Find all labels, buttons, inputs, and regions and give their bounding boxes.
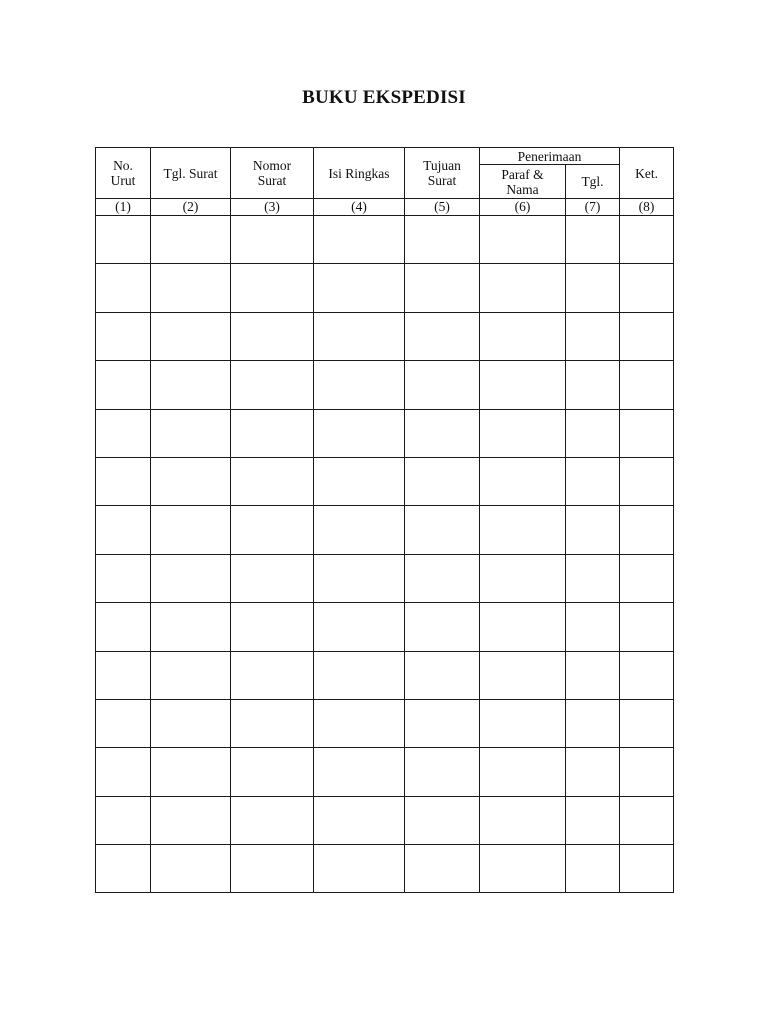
- table-cell: [480, 699, 566, 747]
- table-cell: [620, 796, 674, 844]
- table-cell: [314, 796, 405, 844]
- table-cell: [620, 699, 674, 747]
- table-cell: [566, 554, 620, 602]
- table-cell: [480, 796, 566, 844]
- table-cell: [96, 361, 151, 409]
- table-cell: [480, 361, 566, 409]
- table-cell: [96, 796, 151, 844]
- table-cell: [151, 264, 231, 312]
- table-cell: [231, 554, 314, 602]
- table-cell: [405, 457, 480, 505]
- header-no-urut-line1: No.: [113, 158, 133, 173]
- column-number: (6): [480, 199, 566, 216]
- column-number: (1): [96, 199, 151, 216]
- table-cell: [566, 361, 620, 409]
- table-cell: [620, 651, 674, 699]
- table-cell: [96, 651, 151, 699]
- column-number: (5): [405, 199, 480, 216]
- header-no-urut: [96, 148, 151, 199]
- table-cell: [480, 409, 566, 457]
- table-cell: [314, 409, 405, 457]
- table-cell: [151, 603, 231, 651]
- table-row: [96, 845, 674, 893]
- table-cell: [151, 748, 231, 796]
- table-row: [96, 603, 674, 651]
- table-cell: [231, 312, 314, 360]
- table-row: [96, 312, 674, 360]
- table-cell: [566, 216, 620, 264]
- header-tgl-surat: Tgl. Surat: [151, 148, 231, 199]
- table-cell: [151, 699, 231, 747]
- column-number: (8): [620, 199, 674, 216]
- table-cell: [314, 651, 405, 699]
- table-row: [96, 651, 674, 699]
- table-cell: [96, 554, 151, 602]
- table-row: [96, 796, 674, 844]
- column-number: (4): [314, 199, 405, 216]
- table-cell: [96, 845, 151, 893]
- table-cell: [314, 506, 405, 554]
- header-nomor-surat: [231, 148, 314, 199]
- header-tujuan-surat: [405, 148, 480, 199]
- header-ket: Ket.: [620, 148, 674, 199]
- header-isi-ringkas: Isi Ringkas: [314, 148, 405, 199]
- table-cell: [314, 748, 405, 796]
- table-cell: [480, 506, 566, 554]
- table-cell: [566, 409, 620, 457]
- header-nomor-surat-line2: Surat: [257, 173, 287, 188]
- table-cell: [231, 409, 314, 457]
- table-cell: [480, 312, 566, 360]
- table-cell: [314, 554, 405, 602]
- table-cell: [405, 409, 480, 457]
- table-cell: [480, 845, 566, 893]
- table-cell: [151, 216, 231, 264]
- table-header: [96, 148, 674, 216]
- table-cell: [566, 264, 620, 312]
- table-cell: [620, 845, 674, 893]
- table-row: [96, 361, 674, 409]
- table-cell: [405, 554, 480, 602]
- table-cell: [405, 748, 480, 796]
- header-paraf-nama-line1: Paraf &: [501, 166, 544, 182]
- table-cell: [151, 845, 231, 893]
- header-tujuan-surat-line2: Surat: [427, 173, 457, 188]
- table-cell: [480, 554, 566, 602]
- table-cell: [231, 216, 314, 264]
- table-cell: [314, 216, 405, 264]
- table-cell: [405, 361, 480, 409]
- table-row: [96, 748, 674, 796]
- header-nomor-surat-line1: Nomor: [252, 158, 292, 173]
- table-cell: [231, 457, 314, 505]
- table-cell: [96, 506, 151, 554]
- table-row: [96, 264, 674, 312]
- table-cell: [314, 603, 405, 651]
- table-cell: [480, 651, 566, 699]
- table-cell: [96, 409, 151, 457]
- table-cell: [151, 796, 231, 844]
- table-cell: [480, 603, 566, 651]
- table-cell: [405, 699, 480, 747]
- table-cell: [405, 264, 480, 312]
- table-cell: [620, 216, 674, 264]
- table-row: [96, 457, 674, 505]
- column-number: (2): [151, 199, 231, 216]
- table-cell: [620, 361, 674, 409]
- table-cell: [566, 603, 620, 651]
- table-cell: [405, 216, 480, 264]
- table-cell: [151, 651, 231, 699]
- table-cell: [151, 506, 231, 554]
- header-paraf-nama: [480, 165, 566, 199]
- table-cell: [566, 796, 620, 844]
- table-cell: [231, 651, 314, 699]
- header-tujuan-surat-line1: Tujuan: [423, 158, 461, 173]
- table-cell: [314, 361, 405, 409]
- table-cell: [231, 699, 314, 747]
- table-row: [96, 699, 674, 747]
- table-cell: [314, 845, 405, 893]
- header-penerimaan: Penerimaan: [480, 148, 620, 165]
- table-cell: [96, 457, 151, 505]
- table-cell: [405, 603, 480, 651]
- table-row: [96, 506, 674, 554]
- table-row: [96, 409, 674, 457]
- table-cell: [620, 312, 674, 360]
- table-cell: [231, 748, 314, 796]
- expedition-table: [95, 147, 674, 893]
- table-cell: [314, 457, 405, 505]
- table-body: [96, 216, 674, 893]
- table-cell: [151, 554, 231, 602]
- table-cell: [620, 603, 674, 651]
- table-cell: [96, 699, 151, 747]
- table-cell: [405, 651, 480, 699]
- table-cell: [314, 264, 405, 312]
- column-number: (7): [566, 199, 620, 216]
- table-cell: [405, 506, 480, 554]
- table-cell: [96, 264, 151, 312]
- table-cell: [620, 409, 674, 457]
- table-cell: [480, 264, 566, 312]
- table-cell: [96, 216, 151, 264]
- table-cell: [620, 506, 674, 554]
- table-cell: [231, 361, 314, 409]
- document-title: BUKU EKSPEDISI: [302, 87, 466, 108]
- table-cell: [620, 554, 674, 602]
- table-cell: [405, 796, 480, 844]
- table-cell: [231, 845, 314, 893]
- table-cell: [151, 409, 231, 457]
- table-cell: [231, 796, 314, 844]
- table-cell: [405, 845, 480, 893]
- table-cell: [231, 506, 314, 554]
- table-cell: [566, 699, 620, 747]
- table-cell: [480, 457, 566, 505]
- table-cell: [314, 312, 405, 360]
- table-cell: [405, 312, 480, 360]
- table-cell: [314, 699, 405, 747]
- column-number-row: [96, 199, 674, 216]
- table-cell: [566, 748, 620, 796]
- header-tgl-penerimaan: Tgl.: [566, 165, 620, 199]
- table-cell: [566, 457, 620, 505]
- column-number: (3): [231, 199, 314, 216]
- table-cell: [566, 312, 620, 360]
- table-cell: [151, 361, 231, 409]
- table-cell: [566, 506, 620, 554]
- table-cell: [231, 264, 314, 312]
- table-row: [96, 216, 674, 264]
- table-cell: [480, 216, 566, 264]
- table-cell: [96, 603, 151, 651]
- table-cell: [480, 748, 566, 796]
- table-cell: [620, 748, 674, 796]
- header-paraf-nama-line2: Nama: [506, 181, 539, 197]
- header-no-urut-line2: Urut: [110, 173, 136, 188]
- table-cell: [151, 312, 231, 360]
- table-cell: [620, 264, 674, 312]
- table-cell: [96, 748, 151, 796]
- table-row: [96, 554, 674, 602]
- table-cell: [96, 312, 151, 360]
- table-cell: [620, 457, 674, 505]
- table-cell: [231, 603, 314, 651]
- table-cell: [566, 651, 620, 699]
- table-cell: [566, 845, 620, 893]
- table-cell: [151, 457, 231, 505]
